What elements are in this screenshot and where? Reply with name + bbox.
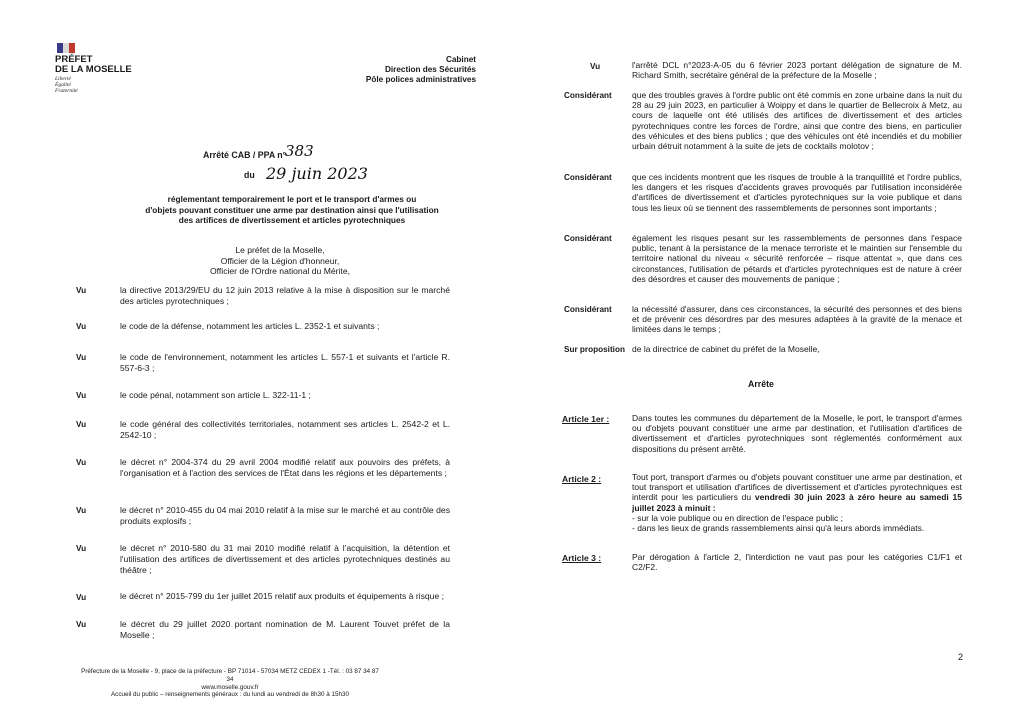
article-3-label: Article 3 :: [562, 553, 602, 563]
vu-text: le code de la défense, notamment les articles L. 2352-1 et suivants ;: [120, 321, 380, 331]
vu-label: Vu: [76, 506, 87, 515]
footer-hours: Accueil du public – renseignements généraux : du lundi au vendredi de 8h30 à 15h30: [110, 691, 350, 699]
vu-text: la directive 2013/29/EU du 12 juin 2013 relative à la mise à disposition sur le marché des articles pyrotechniques ;: [120, 285, 450, 306]
logo-stripe-red: [69, 43, 75, 53]
vu-text: le décret n° 2015-799 du 1er juillet 2015 relatif aux produits et équipements à risque ;: [120, 591, 444, 601]
considerant-text: la nécessité d'assurer, dans ces circonstances, la sécurité des personnes et des biens et de prévenir ces désordres par des mesures adaptées à la gravité de la menace et limitées dans le temps ;: [632, 304, 962, 335]
considerant-label: Considérant: [564, 173, 612, 182]
service-direction: Direction des Sécurités: [384, 65, 476, 74]
vu-text: le décret n° 2010-455 du 04 mai 2010 relatif à la mise sur le marché et au contrôle des produits explosifs ;: [120, 505, 450, 526]
vu-text: le code de l'environnement, notamment les articles L. 557-1 et suivants et l'article R. 557-6-3 ;: [120, 352, 450, 373]
proposition-text: de la directrice de cabinet du préfet de la Moselle,: [632, 344, 820, 354]
prefet-title: [55, 55, 155, 75]
page-number: 2: [958, 652, 964, 662]
vu-text: le décret n° 2004-374 du 29 avril 2004 modifié relatif aux pouvoirs des préfets, à l'organisation et à l'action des services de l'État dans les régions et les départements ;: [120, 457, 450, 478]
considerant-text: que des troubles graves à l'ordre public ont été commis en zone urbaine dans la nuit du 28 au 29 juin 2023, en particulier à Woippy et dans le quartier de Bellecroix à Metz, au cours de laquelle ont été utilisés des artifices de divertissement et des articles pyrotechniques contre les forces de l'ordre, ainsi que contre des biens, en particulier des véhicules et des biens publics ; que des véhicules ont été incendiés et du mobilier urbain détruit notamment à la suite de jets de cocktails molotov ;: [632, 90, 962, 152]
vu-label: Vu: [76, 593, 87, 602]
arrete-date-handwritten: 29 juin 2023: [266, 164, 368, 183]
proposition-label: Sur proposition: [564, 345, 625, 354]
motto-liberte: Liberté: [55, 76, 71, 82]
service-cabinet: Cabinet: [445, 55, 476, 64]
prefet-honor-line: Officier de l'Ordre national du Mérite,: [209, 266, 350, 276]
marianne-logo-icon: [57, 43, 75, 53]
vu-label: Vu: [76, 322, 87, 331]
prefet-line1: PRÉFET: [55, 54, 93, 65]
vu-label: Vu: [76, 286, 87, 295]
vu-label: Vu: [76, 544, 87, 553]
article-2-text-dates: vendredi 30 juin 2023 à zéro heure au samedi 15 juillet 2023 à minuit :: [632, 492, 962, 513]
article-1-text: Dans toutes les communes du département de la Moselle, le port, le transport d'armes ou d'objets pouvant constituer une arme par destination, et l'utilisation d'artifices de divertissement et d'articles pyrotechniques sont réglementés conformément aux dispositions du présent arrêté.: [632, 413, 962, 454]
vu-label: Vu: [76, 620, 87, 629]
article-2-bullet: - sur la voie publique ou en direction de l'espace public ;: [632, 512, 843, 523]
article-1-label: Article 1er :: [562, 414, 610, 424]
prefet-name-line: Le préfet de la Moselle,: [235, 245, 325, 255]
vu-label: Vu: [76, 420, 87, 429]
article-2-label: Article 2 :: [562, 474, 602, 484]
service-block: [330, 55, 476, 85]
subject-line: d'objets pouvant constituer une arme par destination ainsi que l'utilisation: [145, 204, 439, 215]
vu-label: Vu: [76, 391, 87, 400]
motto-fraternite: Fraternité: [55, 88, 78, 94]
republic-motto: [55, 76, 78, 94]
article-3-text: Par dérogation à l'article 2, l'interdiction ne vaut pas pour les catégories C1/F1 et C2/F2.: [632, 552, 962, 573]
article-2-text: [632, 472, 962, 533]
vu-text: le décret n° 2010-580 du 31 mai 2010 modifié relatif à l'acquisition, la détention et l'utilisation des artifices de divertissement et des articles pyrotechniques destinés au théâtre ;: [120, 543, 450, 575]
motto-egalite: Égalité: [55, 82, 71, 88]
prefet-signatory-block: [150, 245, 410, 277]
considerant-label: Considérant: [564, 305, 612, 314]
vu-label: Vu: [76, 353, 87, 362]
vu-label: Vu: [590, 62, 601, 71]
footer-address: Préfecture de la Moselle - 9, place de la préfecture - BP 71014 - 57034 METZ CEDEX 1 -Tél. : 03 87 34 87 34: [81, 668, 379, 683]
arrete-title: Arrêté CAB / PPA n°: [203, 150, 287, 160]
prefet-honor-line: Officier de la Légion d'honneur,: [220, 255, 340, 266]
vu-text: l'arrêté DCL n°2023-A-05 du 6 février 2023 portant délégation de signature de M. Richard Smith, secrétaire général de la préfecture de la Moselle ;: [632, 60, 962, 81]
article-2-bullet: - dans les lieux de grands rassemblements ainsi qu'à leurs abords immédiats.: [632, 523, 925, 534]
considerant-label: Considérant: [564, 91, 612, 100]
considerant-label: Considérant: [564, 234, 612, 243]
service-pole: Pôle polices administratives: [365, 75, 476, 84]
vu-text: le code pénal, notamment son article L. 322-11-1 ;: [120, 390, 311, 400]
page-footer: [80, 668, 380, 699]
arrete-subject: [112, 194, 472, 226]
subject-line: réglementant temporairement le port et le transport d'armes ou: [167, 194, 417, 204]
arrete-number-handwritten: 383: [285, 142, 314, 160]
vu-text: le décret du 29 juillet 2020 portant nomination de M. Laurent Touvet préfet de la Moselle ;: [120, 619, 450, 640]
vu-label: Vu: [76, 458, 87, 467]
considerant-text: que ces incidents montrent que les risques de trouble à la tranquillité et l'ordre publics, les dangers et les risques d'accidents graves provoqués par l'utilisation inconsidérée d'artifices de divertissement et d'articles pyrotechniques sur la voie publique et dans tous les lieux où se tiennent des rassemblements de personnes sont importants ;: [632, 172, 962, 213]
subject-line: des artifices de divertissement et articles pyrotechniques: [178, 215, 406, 225]
considerant-text: également les risques pesant sur les rassemblements de personnes dans l'espace public, tenant à la persistance de la menace terroriste et le maintien sur l'ensemble du territoire national du niveau « sécurité renforcée – risque attentat », que dans ces circonstances, l'utilisation de pétards et d'articles pyrotechniques est de nature à créer des désordres et causer des mouvements de panique ;: [632, 233, 962, 284]
arrete-heading: Arrête: [748, 379, 774, 389]
article-2-text-main: Tout port, transport d'armes ou d'objets pouvant constituer une arme par destination, et tout transport et utilisation d'artifices de divertissement et d'articles pyrotechniques est interdit pour les particuliers du: [632, 472, 962, 503]
prefet-line2: DE LA MOSELLE: [55, 64, 132, 75]
arrete-du-label: du: [244, 170, 255, 180]
footer-website: www.moselle.gouv.fr: [201, 683, 259, 691]
vu-text: le code général des collectivités territoriales, notamment ses articles L. 2542-2 et L. 2542-10 ;: [120, 419, 450, 440]
